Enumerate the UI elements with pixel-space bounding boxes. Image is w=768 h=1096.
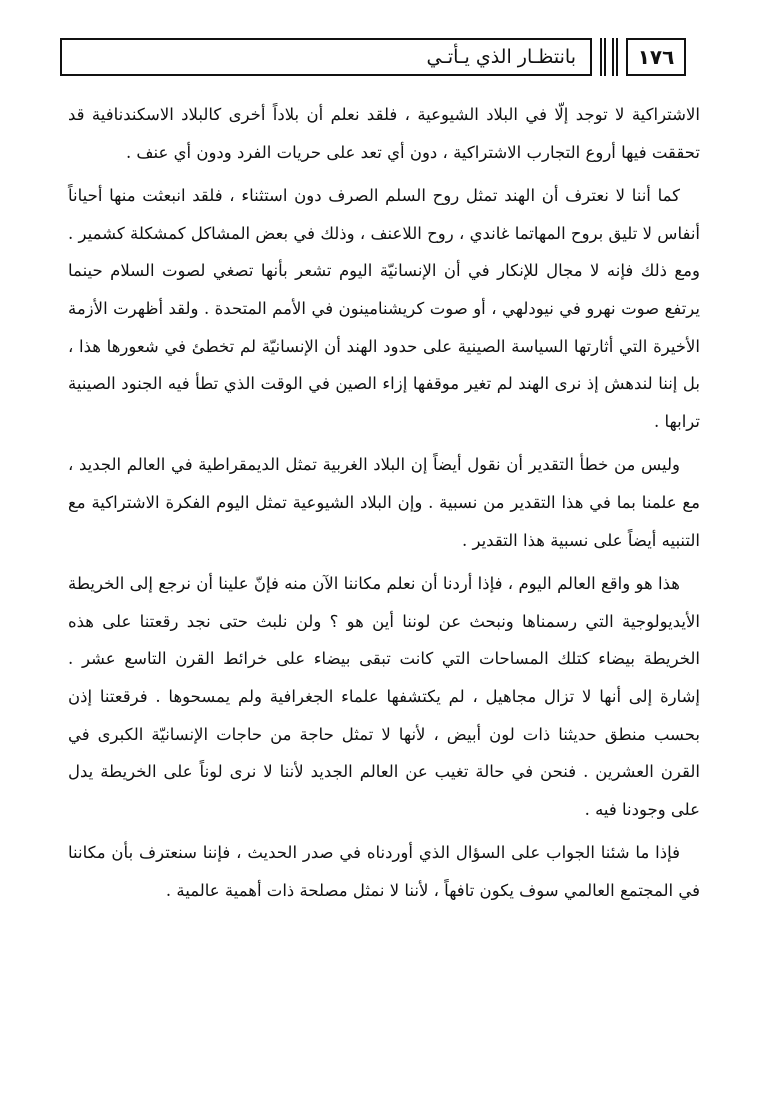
page-body xyxy=(68,96,700,915)
header-divider xyxy=(600,38,606,76)
header-title-box xyxy=(60,38,592,76)
running-header xyxy=(60,38,686,80)
header-divider xyxy=(612,38,618,76)
paragraph: الاشتراكية لا توجد إلّا في البلاد الشيوعية ، فلقد نعلم أن بلاداً أخرى كالبلاد الاسكندنافية قد تحققت فيها أروع التجارب الاشتراكية ، دون أي تعد على حريات الفرد ودون أي عنف . xyxy=(68,105,700,162)
page-number: ١٧٦ xyxy=(637,45,675,69)
paragraph: هذا هو واقع العالم اليوم ، فإذا أردنا أن نعلم مكاننا الآن منه فإنّ علينا أن نرجع إلى الخريطة الأيديولوجية التي رسمناها ونبحث عن لوننا أين هو ؟ ولن نلبث حتى نجد رقعتنا على هذه الخريطة بيضاء كتلك المساحات التي كانت تبقى بيضاء على خرائط القرن التاسع عشر . إشارة إلى أنها لا تزال مجاهيل ، لم يكتشفها علماء الجغرافية ولم يمسحوها . فرقعتنا إذن بحسب منطق حديثنا ذات لون أبيض ، لأنها لا تمثل حاجة من حاجات الإنسانيّة الكبرى في القرن العشرين . فنحن في حالة تغيب عن العالم الجديد لأننا لا نرى لوناً على الخريطة يدل على وجودنا فيه . xyxy=(68,574,700,819)
page-number-box xyxy=(626,38,686,76)
paragraph: وليس من خطأ التقدير أن نقول أيضاً إن البلاد الغربية تمثل الديمقراطية في العالم الجديد ، مع علمنا بما في هذا التقدير من نسبية . وإن البلاد الشيوعية تمثل اليوم الفكرة الاشتراكية مع التنبيه أيضاً على نسبية هذا التقدير . xyxy=(68,455,700,550)
paragraph: كما أننا لا نعترف أن الهند تمثل روح السلم الصرف دون استثناء ، فلقد انبعثت منها أحياناً أنفاس لا تليق بروح المهاتما غاندي ، روح اللاعنف ، وذلك في بعض المشاكل كمشكلة كشمير . ومع ذلك فإنه لا مجال للإنكار في أن الإنسانيّة اليوم تشعر بأنها تصغي لصوت السلام حينما يرتفع صوت نهرو في نيودلهي ، أو صوت كريشنامينون في الأمم المتحدة . ولقد أظهرت الأزمة الأخيرة التي أثارتها السياسة الصينية على حدود الهند أن الإنسانيّة لم تخطئ في شعورها هذا ، بل إننا لندهش إذ نرى الهند لم تغير موقفها إزاء الصين في الوقت الذي تطأ فيه الجنود الصينية ترابها . xyxy=(68,186,700,431)
header-title: بانتظـار الذي يـأتـي xyxy=(426,46,576,68)
paragraph: فإذا ما شئنا الجواب على السؤال الذي أوردناه في صدر الحديث ، فإننا سنعترف بأن مكاننا في المجتمع العالمي سوف يكون تافهاً ، لأننا لا نمثل مصلحة ذات أهمية عالمية . xyxy=(68,843,700,900)
